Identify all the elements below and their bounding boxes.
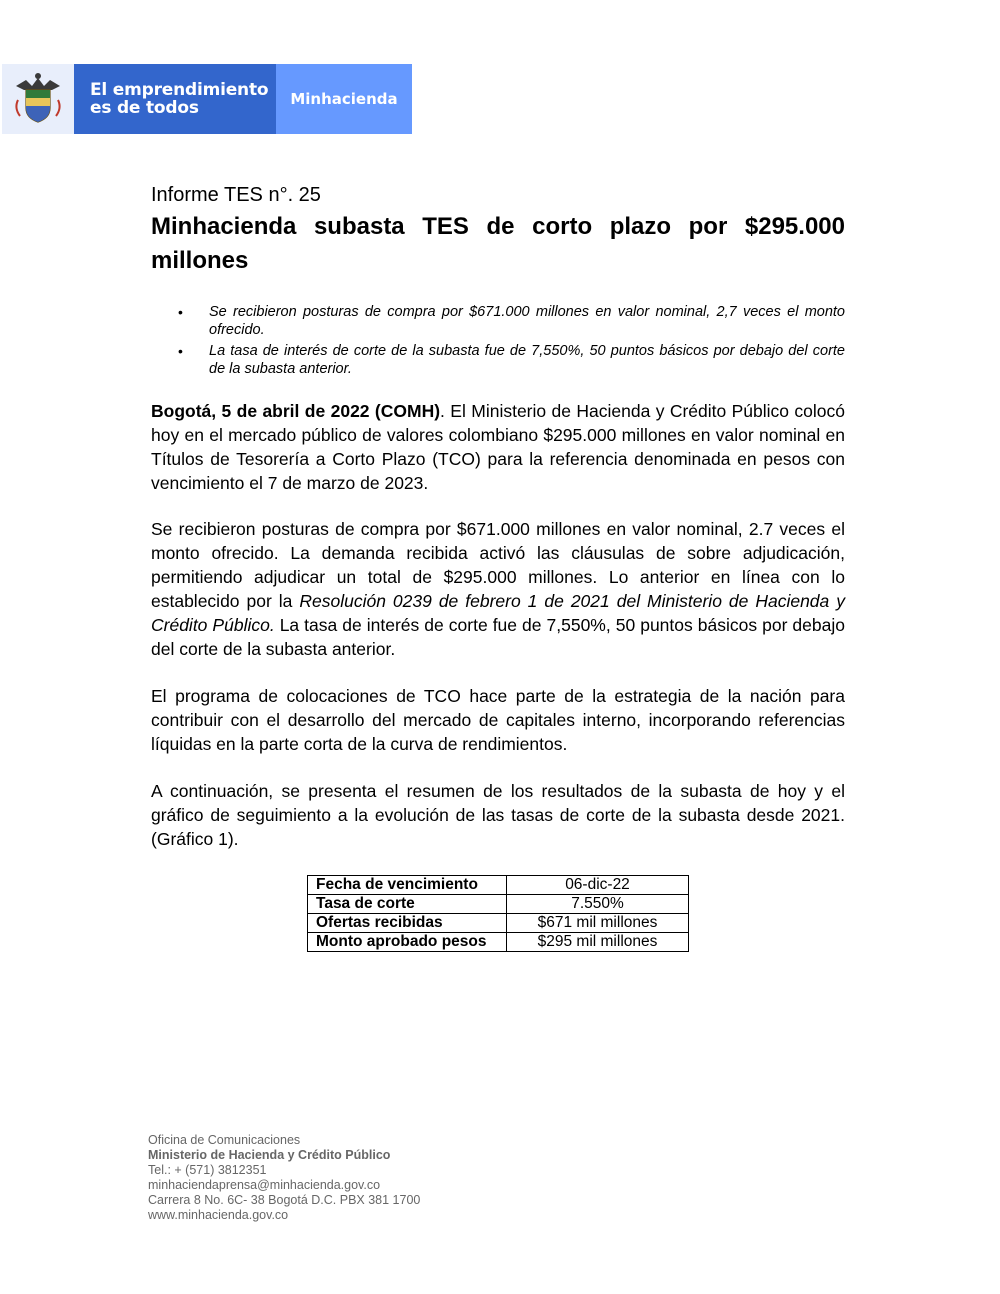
demand-text-1: Se recibieron posturas de compra por $671.000 millones en valor nominal, 2.7 veces el monto ofrecido. La demanda recibida activó las cláusulas de sobre adjudicación, permitiendo adjudicar un total de $295.000 millones. Lo anterior en línea con lo establecido por la: [151, 519, 845, 611]
row-label: Tasa de corte: [308, 895, 507, 914]
dateline: Bogotá, 5 de abril de 2022 (COMH): [151, 401, 441, 421]
footer-address: Carrera 8 No. 6C- 38 Bogotá D.C. PBX 381 1700: [148, 1193, 421, 1207]
auction-summary-table: [307, 875, 689, 952]
row-value: $671 mil millones: [507, 914, 689, 933]
logo-brand: Minhacienda: [276, 64, 412, 134]
row-value: $295 mil millones: [507, 933, 689, 952]
highlights-list: [178, 303, 845, 381]
row-value: 7.550%: [507, 895, 689, 914]
row-label: Monto aprobado pesos: [308, 933, 507, 952]
logo-line-2: es de todos: [90, 98, 199, 118]
paragraph-demand: [151, 517, 845, 661]
intro-text: . El Ministerio de Hacienda y Crédito Público colocó hoy en el mercado público de valores colombiano $295.000 millones en valor nominal en Títulos de Tesorería a Corto Plazo (TCO) para la referencia denominada en pesos con vencimiento el 7 de marzo de 2023.: [151, 401, 846, 493]
demand-text-2: La tasa de interés de corte fue de 7,550%, 50 puntos básicos por debajo del corte de la subasta anterior.: [151, 615, 845, 659]
footer-office: Oficina de Comunicaciones: [148, 1133, 301, 1147]
logo-slogan: [74, 64, 276, 134]
header-logo: [2, 64, 412, 134]
footer-email: minhaciendaprensa@minhacienda.gov.co: [148, 1178, 381, 1192]
footer-phone: Tel.: + (571) 3812351: [148, 1163, 267, 1177]
paragraph-summary-intro: A continuación, se presenta el resumen de los resultados de la subasta de hoy y el gráfico de seguimiento a la evolución de las tasas de corte de la subasta desde 2021. (Gráfico 1).: [151, 781, 845, 849]
row-label: Ofertas recibidas: [308, 914, 507, 933]
row-label: Fecha de vencimiento: [308, 876, 507, 895]
report-number: Informe TES n°. 25: [151, 184, 321, 206]
footer-contact: [148, 1133, 648, 1223]
footer-website: www.minhacienda.gov.co: [148, 1208, 289, 1222]
page-title: Minhacienda subasta TES de corto plazo por $295.000 millones: [151, 213, 845, 274]
footer-ministry: Ministerio de Hacienda y Crédito Público: [148, 1148, 391, 1162]
paragraph-program: El programa de colocaciones de TCO hace parte de la estrategia de la nación para contribuir con el desarrollo del mercado de capitales interno, incorporando referencias líquidas en la parte corta de la curva de rendimientos.: [151, 686, 845, 754]
logo-line-1: El emprendimiento: [90, 80, 269, 100]
highlight-item-2: • La tasa de interés de corte de la subasta fue de 7,550%, 50 puntos básicos por debajo del corte de la subasta anterior.: [178, 342, 845, 378]
coat-of-arms-icon: [2, 64, 74, 134]
table-row: [308, 876, 689, 895]
table-row: [308, 933, 689, 952]
table-row: [308, 914, 689, 933]
paragraph-intro: [151, 399, 845, 495]
row-value: 06-dic-22: [507, 876, 689, 895]
highlight-item-1: • Se recibieron posturas de compra por $671.000 millones en valor nominal, 2,7 veces el monto ofrecido.: [178, 303, 845, 339]
table-row: [308, 895, 689, 914]
resolution-reference: Resolución 0239 de febrero 1 de 2021 del Ministerio de Hacienda y Crédito Público.: [151, 591, 845, 635]
